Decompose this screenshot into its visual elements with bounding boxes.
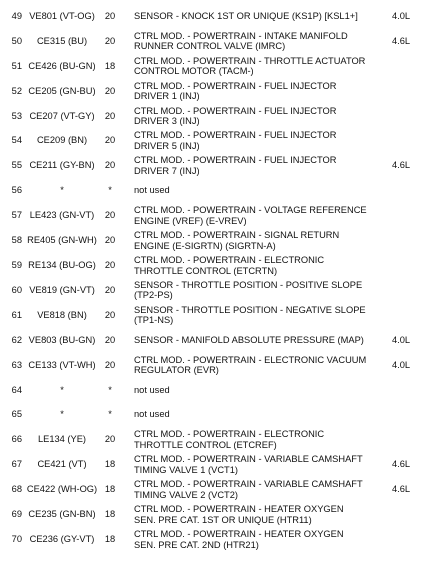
- table-row: [0, 452, 421, 477]
- circuit-id: VE801 (VT-OG): [29, 10, 95, 21]
- table-row: [0, 54, 421, 79]
- pin-number: 57: [11, 210, 22, 221]
- wire-gauge: 20: [104, 35, 116, 46]
- table-row: [0, 403, 421, 428]
- wire-gauge: 18: [104, 459, 116, 470]
- circuit-id: CE426 (BU-GN): [28, 60, 96, 71]
- wire-gauge: 18: [104, 509, 116, 520]
- table-row: [0, 104, 421, 129]
- engine-note: 4.6L: [392, 35, 411, 46]
- circuit-id: *: [60, 409, 64, 420]
- pin-number: 53: [11, 110, 22, 121]
- circuit-description: CTRL MOD. - POWERTRAIN - THROTTLE ACTUATOR CONTROL MOTOR (TACM-): [134, 55, 366, 77]
- wire-gauge: *: [108, 384, 112, 395]
- circuit-id: CE207 (VT-GY): [29, 110, 95, 121]
- circuit-id: CE422 (WH-OG): [26, 484, 98, 495]
- circuit-id: VE818 (BN): [37, 309, 87, 320]
- circuit-id: CE236 (GY-VT): [29, 534, 95, 545]
- table-row: [0, 79, 421, 104]
- table-row: [0, 153, 421, 178]
- pin-number: 70: [11, 534, 22, 545]
- table-row: [0, 178, 421, 203]
- circuit-description: CTRL MOD. - POWERTRAIN - ELECTRONIC THROTTLE CONTROL (ETCRTN): [134, 255, 325, 276]
- pin-number: 68: [11, 484, 22, 495]
- circuit-description: CTRL MOD. - POWERTRAIN - FUEL INJECTOR DRIVER 1 (INJ): [134, 80, 337, 102]
- engine-note: 4.0L: [392, 10, 411, 21]
- table-row: [0, 278, 421, 303]
- circuit-description: SENSOR - THROTTLE POSITION - NEGATIVE SLOPE (TP1-NS): [134, 304, 366, 326]
- table-row: [0, 29, 421, 54]
- wire-gauge: 20: [104, 210, 116, 221]
- circuit-id: *: [60, 185, 64, 196]
- wire-gauge: 18: [104, 484, 116, 495]
- engine-note: 4.6L: [392, 160, 411, 171]
- pin-number: 66: [11, 434, 22, 445]
- circuit-id: RE134 (BU-OG): [28, 260, 96, 271]
- wire-gauge: 20: [104, 110, 116, 121]
- engine-note: 4.6L: [392, 484, 411, 495]
- circuit-description: CTRL MOD. - POWERTRAIN - FUEL INJECTOR DRIVER 7 (INJ): [134, 155, 337, 176]
- wire-gauge: 20: [104, 235, 116, 246]
- wire-gauge: 20: [104, 160, 116, 171]
- engine-note: 4.6L: [392, 459, 411, 470]
- pin-number: 51: [11, 60, 22, 71]
- table-row: [0, 228, 421, 253]
- pin-number: 60: [11, 284, 22, 295]
- wire-gauge: 20: [104, 260, 116, 271]
- circuit-description: SENSOR - THROTTLE POSITION - POSITIVE SLOPE (TP2-PS): [134, 279, 363, 301]
- table-row: [0, 427, 421, 452]
- circuit-description: CTRL MOD. - POWERTRAIN - ELECTRONIC THROTTLE CONTROL (ETCREF): [134, 429, 325, 450]
- wire-gauge: *: [108, 185, 112, 196]
- wire-gauge: 20: [104, 334, 116, 345]
- circuit-description: not used: [134, 384, 170, 395]
- wire-gauge: 20: [104, 309, 116, 320]
- pin-number: 69: [11, 509, 22, 520]
- circuit-id: CE133 (VT-WH): [28, 359, 96, 370]
- table-row: [0, 129, 421, 154]
- circuit-description: not used: [134, 409, 170, 420]
- circuit-description: CTRL MOD. - POWERTRAIN - INTAKE MANIFOLD RUNNER CONTROL VALVE (IMRC): [134, 30, 348, 52]
- pin-number: 61: [11, 309, 22, 320]
- wire-gauge: *: [108, 409, 112, 420]
- pin-number: 50: [11, 35, 22, 46]
- circuit-description: SENSOR - MANIFOLD ABSOLUTE PRESSURE (MAP): [134, 334, 364, 345]
- engine-note: 4.0L: [392, 359, 411, 370]
- circuit-description: CTRL MOD. - POWERTRAIN - ELECTRONIC VACUUM REGULATOR (EVR): [134, 354, 367, 376]
- circuit-id: RE405 (GN-WH): [27, 235, 97, 246]
- pin-number: 55: [11, 160, 22, 171]
- circuit-description: SENSOR - KNOCK 1ST OR UNIQUE (KS1P) [KSL1+]: [134, 10, 358, 21]
- circuit-id: CE205 (GN-BU): [28, 85, 96, 96]
- circuit-description: CTRL MOD. - POWERTRAIN - SIGNAL RETURN ENGINE (E-SIGRTN) (SIGRTN-A): [134, 230, 340, 251]
- circuit-description: not used: [134, 185, 170, 196]
- circuit-description: CTRL MOD. - POWERTRAIN - VARIABLE CAMSHAFT TIMING VALVE 1 (VCT1): [134, 454, 363, 475]
- circuit-description: CTRL MOD. - POWERTRAIN - FUEL INJECTOR DRIVER 3 (INJ): [134, 105, 337, 127]
- table-row: [0, 203, 421, 228]
- pin-number: 62: [11, 334, 22, 345]
- wire-gauge: 20: [104, 135, 116, 146]
- circuit-description: CTRL MOD. - POWERTRAIN - VOLTAGE REFERENCE ENGINE (VREF) (E-VREV): [134, 205, 367, 226]
- pin-number: 67: [11, 459, 22, 470]
- pin-number: 64: [11, 384, 22, 395]
- table-row: [0, 4, 421, 29]
- pin-number: 63: [11, 359, 22, 370]
- table-row: [0, 378, 421, 403]
- pin-number: 54: [11, 135, 22, 146]
- circuit-id: *: [60, 384, 64, 395]
- circuit-id: CE235 (GN-BN): [28, 509, 96, 520]
- pin-number: 59: [11, 260, 22, 271]
- table-row: [0, 303, 421, 328]
- circuit-description: CTRL MOD. - POWERTRAIN - HEATER OXYGEN SEN. PRE CAT. 2ND (HTR21): [134, 529, 344, 550]
- circuit-id: LE134 (YE): [37, 434, 87, 445]
- wire-gauge: 18: [104, 60, 116, 71]
- pin-number: 49: [11, 10, 22, 21]
- circuit-id: LE423 (GN-VT): [29, 210, 95, 221]
- wire-gauge: 20: [104, 284, 116, 295]
- circuit-description: CTRL MOD. - POWERTRAIN - FUEL INJECTOR DRIVER 5 (INJ): [134, 130, 337, 151]
- wire-gauge: 20: [104, 359, 116, 370]
- pin-number: 65: [11, 409, 22, 420]
- table-row: [0, 328, 421, 353]
- wire-gauge: 20: [104, 85, 116, 96]
- circuit-id: VE819 (GN-VT): [29, 284, 95, 295]
- table-row: [0, 527, 421, 552]
- pin-number: 52: [11, 85, 22, 96]
- table-row: [0, 502, 421, 527]
- wire-gauge: 18: [104, 534, 116, 545]
- wire-gauge: 20: [104, 434, 116, 445]
- pin-number: 58: [11, 235, 22, 246]
- wire-gauge: 20: [104, 10, 116, 21]
- table-row: [0, 477, 421, 502]
- circuit-id: CE315 (BU): [36, 35, 88, 46]
- circuit-id: VE803 (BU-GN): [28, 334, 96, 345]
- table-row: [0, 253, 421, 278]
- circuit-id: CE209 (BN): [36, 135, 88, 146]
- circuit-description: CTRL MOD. - POWERTRAIN - VARIABLE CAMSHAFT TIMING VALVE 2 (VCT2): [134, 479, 363, 500]
- circuit-description: CTRL MOD. - POWERTRAIN - HEATER OXYGEN SEN. PRE CAT. 1ST OR UNIQUE (HTR11): [134, 504, 344, 525]
- pin-number: 56: [11, 185, 22, 196]
- engine-note: 4.0L: [392, 334, 411, 345]
- circuit-id: CE211 (GY-BN): [29, 160, 95, 171]
- circuit-id: CE421 (VT): [37, 459, 87, 470]
- table-row: [0, 353, 421, 378]
